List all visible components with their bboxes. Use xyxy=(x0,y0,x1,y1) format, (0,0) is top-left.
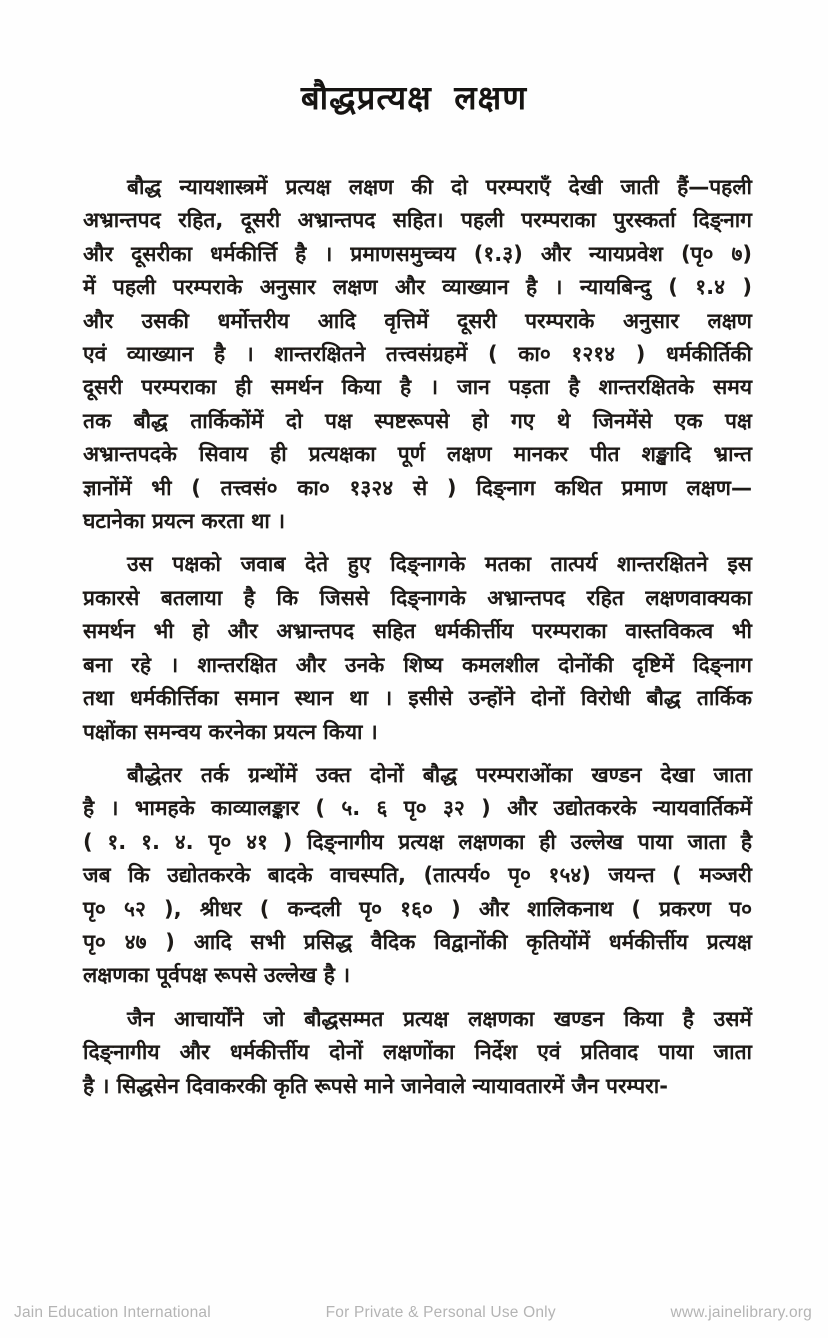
text-line: जब कि उद्योतकरके बादके वाचस्पति, (तात्पर्य० पृ० १५४) जयन्त ( मञ्जरी xyxy=(83,863,752,888)
text-line: समर्थन भी हो और अभ्रान्तपद सहित धर्मकीर्त्तीय परम्पराका वास्तविकत्व भी xyxy=(83,619,752,644)
text-line: दूसरी परम्पराका ही समर्थन किया है । जान पड़ता है शान्तरक्षितके समय xyxy=(83,375,752,400)
text-line: तथा धर्मकीर्त्तिका समान स्थान था । इसीसे उन्होंने दोनों विरोधी बौद्ध तार्किक xyxy=(83,686,752,711)
footer-website-label: www.jainelibrary.org xyxy=(670,1304,812,1321)
page-footer xyxy=(0,1304,828,1322)
paragraph xyxy=(83,548,752,748)
page-title: बौद्धप्रत्यक्ष लक्षण xyxy=(300,78,528,117)
text-line: और उसकी धर्मोत्तरीय आदि वृत्तिमें दूसरी परम्पराके अनुसार लक्षण xyxy=(83,308,752,333)
text-line: है । भामहके काव्यालङ्कार ( ५. ६ पृ० ३२ ) और उद्योतकरके न्यायवार्तिकमें xyxy=(83,796,752,821)
footer-usage-label: For Private & Personal Use Only xyxy=(325,1304,556,1321)
text-line: पृ० ४७ ) आदि सभी प्रसिद्ध वैदिक विद्वानोंकी कृतियोंमें धर्मकीर्त्तीय प्रत्यक्ष xyxy=(83,929,752,954)
text-line: ( १. १. ४. पृ० ४१ ) दिङ्नागीय प्रत्यक्ष लक्षणका ही उल्लेख पाया जाता है xyxy=(83,829,752,854)
text-line: बना रहे । शान्तरक्षित और उनके शिष्य कमलशील दोनोंकी दृष्टिमें दिङ्नाग xyxy=(83,652,752,677)
paragraph xyxy=(83,171,752,538)
text-line: तक बौद्ध तार्किकोंमें दो पक्ष स्पष्टरूपसे हो गए थे जिनमेंसे एक पक्ष xyxy=(83,408,752,433)
text-line: में पहली परम्पराके अनुसार लक्षण और व्याख्यान है । न्यायबिन्दु ( १.४ ) xyxy=(83,275,752,300)
page-body xyxy=(83,171,752,1103)
text-line: दिङ्नागीय और धर्मकीर्त्तीय दोनों लक्षणोंका निर्देश एवं प्रतिवाद पाया जाता xyxy=(83,1040,752,1065)
text-line: बौद्ध न्यायशास्त्रमें प्रत्यक्ष लक्षण की दो परम्पराएँ देखी जाती हैं—पहली xyxy=(127,175,752,199)
footer-publisher-label: Jain Education International xyxy=(14,1304,211,1321)
text-line: उस पक्षको जवाब देते हुए दिङ्नागके मतका तात्पर्य शान्तरक्षितने इस xyxy=(127,552,752,577)
text-line: पक्षोंका समन्वय करनेका प्रयत्न किया । xyxy=(83,719,378,744)
text-line: ज्ञानोंमें भी ( तत्त्वसं० का० १३२४ से ) दिङ्नाग कथित प्रमाण लक्षण— xyxy=(83,475,752,500)
text-line: एवं व्याख्यान है । शान्तरक्षितने तत्त्वसंग्रहमें ( का० १२१४ ) धर्मकीर्तिकी xyxy=(83,342,752,367)
text-line: पृ० ५२ ), श्रीधर ( कन्दली पृ० १६० ) और शालिकनाथ ( प्रकरण प० xyxy=(83,896,752,921)
text-line: बौद्धेतर तर्क ग्रन्थोंमें उक्त दोनों बौद्ध परम्पराओंका खण्डन देखा जाता xyxy=(127,762,752,787)
text-line: प्रकारसे बतलाया है कि जिससे दिङ्नागके अभ्रान्तपद रहित लक्षणवाक्यका xyxy=(83,585,752,610)
text-line: जैन आचार्योंने जो बौद्धसम्मत प्रत्यक्ष लक्षणका खण्डन किया है उसमें xyxy=(127,1006,752,1031)
paragraph xyxy=(83,759,752,993)
text-line: अभ्रान्तपद रहित, दूसरी अभ्रान्तपद सहित। पहली परम्पराका पुरस्कर्ता दिङ्नाग xyxy=(83,208,752,233)
text-line: लक्षणका पूर्वपक्ष रूपसे उल्लेख है । xyxy=(83,963,351,988)
text-line: घटानेका प्रयत्न करता था । xyxy=(83,509,286,534)
paragraph xyxy=(83,1003,752,1103)
text-line: और दूसरीका धर्मकीर्त्ति है । प्रमाणसमुच्चय (१.३) और न्यायप्रवेश (पृ० ७) xyxy=(83,241,752,266)
text-line: अभ्रान्तपदके सिवाय ही प्रत्यक्षका पूर्ण लक्षण मानकर पीत शङ्खादि भ्रान्त xyxy=(83,442,752,467)
text-line: है । सिद्धसेन दिवाकरकी कृति रूपसे माने जानेवाले न्यायावतारमें जैन परम्परा- xyxy=(83,1073,668,1098)
